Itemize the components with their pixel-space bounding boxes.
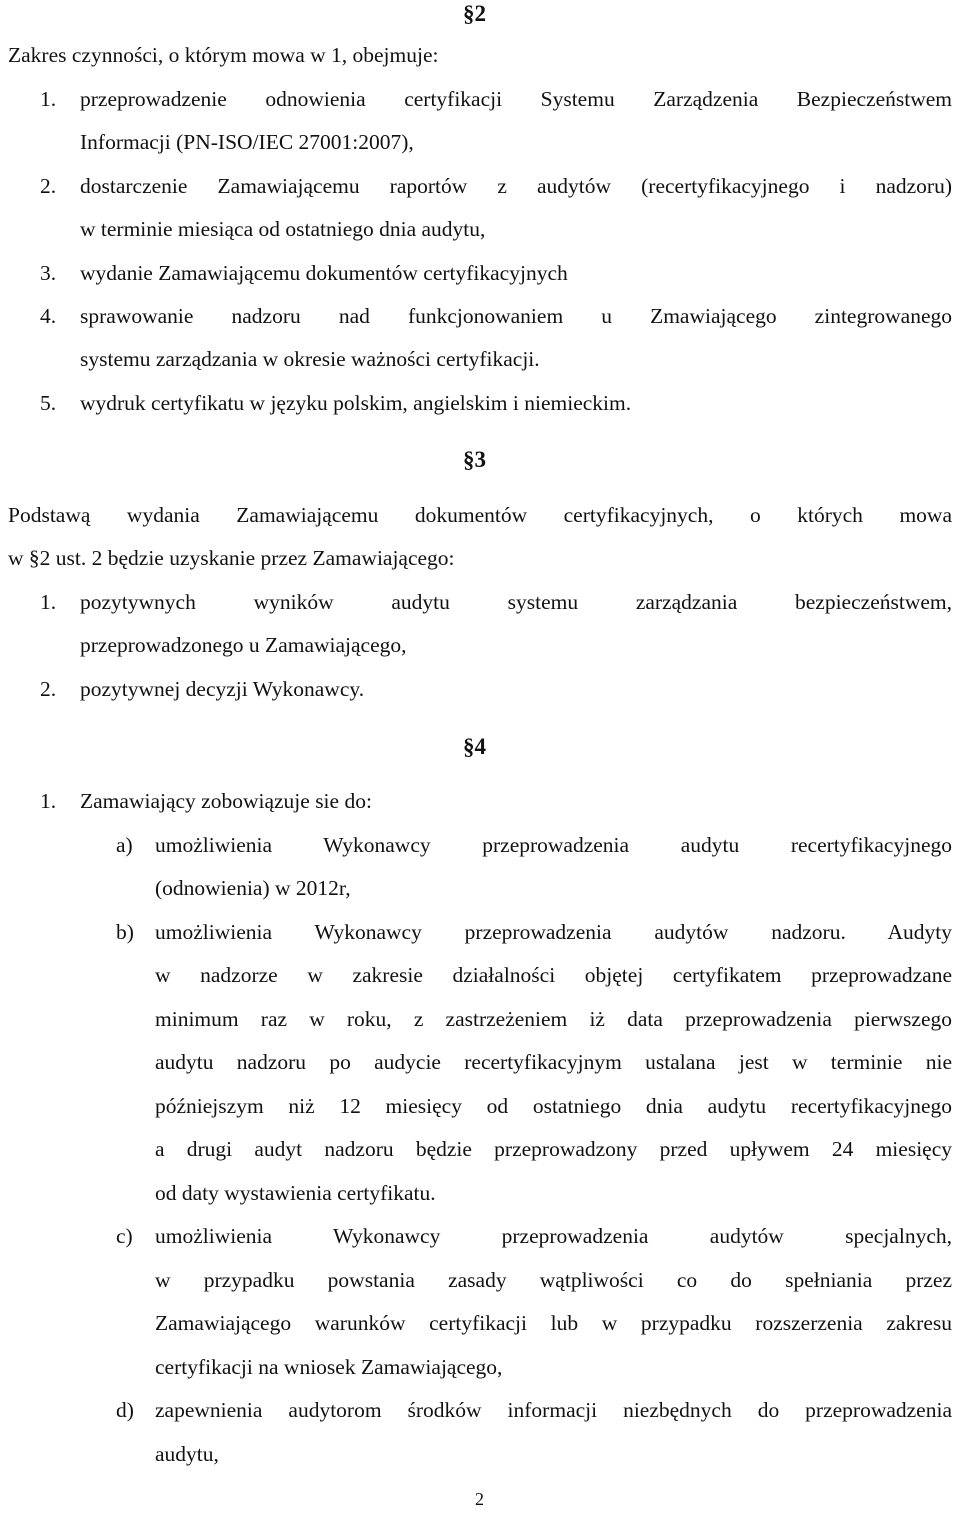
section-3-intro: Podstawą wydania Zamawiającemu dokumentów certyfikacyjnych, o których mowa [8,503,952,527]
sub-item-text: (odnowienia) w 2012r, [155,876,351,900]
sub-item-text: Zamawiającego warunków certyfikacji lub w przypadku rozszerzenia zakresu [155,1311,952,1335]
sub-item-text: w przypadku powstania zasady wątpliwości co do spełniania przez [155,1268,952,1292]
list-item-text: wydanie Zamawiającemu dokumentów certyfikacyjnych [80,261,568,285]
list-item-text: dostarczenie Zamawiającemu raportów z audytów (recertyfikacyjnego i nadzoru) [80,174,952,198]
section-2-intro: Zakres czynności, o którym mowa w 1, obejmuje: [8,43,439,67]
sub-item-text: umożliwienia Wykonawcy przeprowadzenia audytów nadzoru. Audyty [155,920,952,944]
list-item-text: Zamawiający zobowiązuje sie do: [80,789,372,813]
list-item-text: Informacji (PN-ISO/IEC 27001:2007), [80,130,414,154]
sub-item-text: umożliwienia Wykonawcy przeprowadzenia audytów specjalnych, [155,1224,952,1248]
list-item-number: 2. [40,677,57,701]
sub-item-text: audytu nadzoru po audycie recertyfikacyjnym ustalana jest w terminie nie [155,1050,952,1074]
sub-item-text: w nadzorze w zakresie działalności objętej certyfikatem przeprowadzane [155,963,952,987]
list-item-number: 1. [40,87,57,111]
sub-item-label: a) [116,833,133,857]
sub-item-text: certyfikacji na wniosek Zamawiającego, [155,1355,503,1379]
section-heading-2: §2 [463,1,486,26]
list-item-text: systemu zarządzania w okresie ważności certyfikacji. [80,347,540,371]
sub-item-text: od daty wystawienia certyfikatu. [155,1181,436,1205]
list-item-text: sprawowanie nadzoru nad funkcjonowaniem u Zmawiającego zintegrowanego [80,304,952,328]
list-item-text: przeprowadzenie odnowienia certyfikacji Systemu Zarządzenia Bezpieczeństwem [80,87,952,111]
list-item-number: 2. [40,174,57,198]
list-item-text: przeprowadzonego u Zamawiającego, [80,633,407,657]
list-item-text: w terminie miesiąca od ostatniego dnia audytu, [80,217,486,241]
list-item-number: 1. [40,789,57,813]
list-item-number: 5. [40,391,57,415]
sub-item-label: b) [116,920,134,944]
sub-item-text: późniejszym niż 12 miesięcy od ostatniego dnia audytu recertyfikacyjnego [155,1094,952,1118]
list-item-number: 1. [40,590,57,614]
sub-item-label: c) [116,1224,133,1248]
sub-item-text: audytu, [155,1442,219,1466]
sub-item-text: umożliwienia Wykonawcy przeprowadzenia audytu recertyfikacyjnego [155,833,952,857]
list-item-number: 4. [40,304,57,328]
sub-item-label: d) [116,1398,134,1422]
list-item-text: pozytywnych wyników audytu systemu zarządzania bezpieczeństwem, [80,590,952,614]
section-3-intro: w §2 ust. 2 będzie uzyskanie przez Zamawiającego: [8,546,455,570]
list-item-number: 3. [40,261,57,285]
sub-item-text: minimum raz w roku, z zastrzeżeniem iż data przeprowadzenia pierwszego [155,1007,952,1031]
list-item-text: pozytywnej decyzji Wykonawcy. [80,677,365,701]
page-number: 2 [475,1489,484,1509]
sub-item-text: a drugi audyt nadzoru będzie przeprowadzony przed upływem 24 miesięcy [155,1137,952,1161]
section-heading-4: §4 [463,734,486,759]
section-heading-3: §3 [463,447,486,472]
sub-item-text: zapewnienia audytorom środków informacji niezbędnych do przeprowadzenia [155,1398,952,1422]
list-item-text: wydruk certyfikatu w języku polskim, angielskim i niemieckim. [80,391,632,415]
